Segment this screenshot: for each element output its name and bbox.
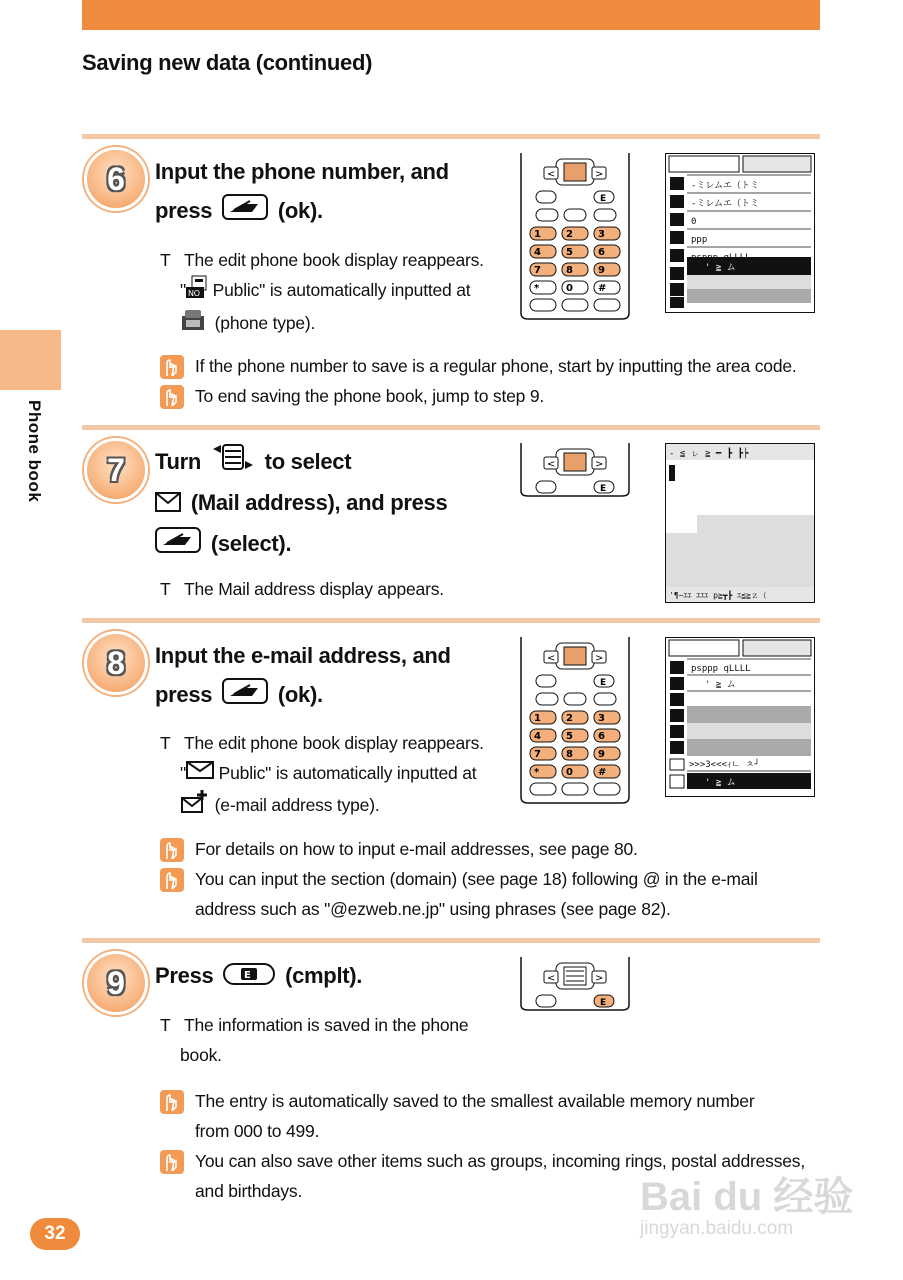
svg-text:' ≧ ム: ' ≧ ム bbox=[705, 263, 736, 273]
svg-text:>: > bbox=[595, 169, 604, 180]
svg-text:2: 2 bbox=[566, 229, 573, 240]
svg-text:psppp qLLLL: psppp qLLLL bbox=[691, 664, 751, 674]
svg-text:9: 9 bbox=[598, 749, 605, 760]
hint-text: and birthdays. bbox=[195, 1181, 303, 1201]
hint-text: The entry is automatically saved to the smallest available memory number bbox=[195, 1091, 755, 1111]
svg-text:' ≧ ム: ' ≧ ム bbox=[705, 680, 736, 690]
step-divider bbox=[82, 425, 820, 430]
step-number: 9 bbox=[84, 951, 148, 1015]
svg-text:3: 3 bbox=[598, 713, 605, 724]
desc-text: The edit phone book display reappears. bbox=[184, 250, 484, 270]
svg-text:2: 2 bbox=[566, 713, 573, 724]
hint-text: You can input the section (domain) (see page 18) following @ in the e-mail bbox=[195, 869, 758, 889]
desc-text: (phone type). bbox=[214, 313, 316, 334]
jog-dial-icon bbox=[211, 443, 255, 483]
phone-keypad-illustration bbox=[518, 153, 632, 326]
hint-text: You can also save other items such as groups, incoming rings, postal addresses, bbox=[195, 1151, 806, 1171]
hint-text: from 000 to 499. bbox=[195, 1121, 320, 1141]
page-heading: Saving new data (continued) bbox=[82, 50, 373, 75]
step-number: 7 bbox=[84, 438, 148, 502]
svg-text:<: < bbox=[547, 973, 556, 984]
watermark-url: jingyan.baidu.com bbox=[640, 1218, 794, 1239]
bullet: T bbox=[160, 1015, 171, 1035]
step-title-press: press bbox=[155, 682, 213, 707]
phone-type-icon bbox=[180, 308, 210, 341]
step-title-press: Press bbox=[155, 963, 214, 988]
svg-text:' ≧ ム: ' ≧ ム bbox=[705, 778, 736, 788]
step-divider bbox=[82, 134, 820, 139]
desc-text: The edit phone book display reappears. bbox=[184, 733, 484, 753]
hint-icon bbox=[160, 355, 184, 379]
svg-text:<: < bbox=[547, 653, 556, 664]
side-label: Phone book bbox=[25, 400, 44, 503]
screen-header-text: - ≦ ㇾ ≧ ━ ┣ ┣┝ bbox=[669, 449, 749, 459]
step-description bbox=[160, 1010, 490, 1070]
svg-text:4: 4 bbox=[534, 247, 541, 258]
mail-icon bbox=[155, 485, 181, 524]
step-title bbox=[155, 636, 515, 716]
step-title bbox=[155, 956, 515, 997]
step-description bbox=[160, 728, 520, 824]
desc-text: (e-mail address type). bbox=[214, 795, 380, 816]
svg-text:#: # bbox=[598, 283, 607, 294]
desc-text: " bbox=[180, 763, 187, 783]
hint-icon bbox=[160, 868, 184, 892]
svg-text:0: 0 bbox=[691, 217, 697, 227]
step-description bbox=[160, 574, 520, 604]
svg-text:3: 3 bbox=[598, 229, 605, 240]
hint-icon bbox=[160, 385, 184, 409]
page-number: 32 bbox=[30, 1218, 80, 1250]
hint-text: For details on how to input e-mail addresses, see page 80. bbox=[195, 839, 638, 859]
hint-text: If the phone number to save is a regular phone, start by inputting the area code. bbox=[195, 356, 797, 376]
svg-text:E: E bbox=[600, 998, 607, 1008]
cmplt-key-icon bbox=[223, 958, 275, 997]
svg-text:E: E bbox=[244, 969, 251, 981]
svg-text:E: E bbox=[600, 194, 607, 204]
step-title-select2: (select). bbox=[210, 530, 292, 556]
step-title-line: Input the phone number, and bbox=[155, 159, 449, 184]
phone-screen-illustration bbox=[665, 637, 815, 802]
step-title bbox=[155, 442, 515, 565]
svg-text:7: 7 bbox=[534, 265, 541, 276]
mail-public-icon bbox=[186, 759, 214, 789]
svg-text:<: < bbox=[547, 169, 556, 180]
svg-text:4: 4 bbox=[534, 731, 541, 742]
desc-text: The information is saved in the phone bbox=[184, 1015, 469, 1035]
svg-text:>: > bbox=[595, 973, 604, 984]
step-title-press: press bbox=[155, 198, 213, 223]
top-accent-bar bbox=[82, 0, 820, 30]
ok-key-icon bbox=[222, 677, 268, 716]
svg-text:6: 6 bbox=[598, 247, 605, 258]
ok-key-icon bbox=[222, 193, 268, 232]
svg-text:1: 1 bbox=[534, 229, 541, 240]
phone-keypad-illustration bbox=[518, 637, 632, 810]
svg-text:E: E bbox=[600, 678, 607, 688]
svg-text:ppp: ppp bbox=[691, 235, 708, 245]
desc-text: Public" is automatically inputted at bbox=[208, 280, 471, 301]
step-title-ok: (ok). bbox=[277, 682, 323, 707]
step-description bbox=[160, 245, 520, 341]
svg-text:psppp qLLLL: psppp qLLLL bbox=[691, 253, 751, 263]
svg-text:6: 6 bbox=[598, 731, 605, 742]
svg-text:*: * bbox=[534, 283, 540, 294]
hint-icon bbox=[160, 1090, 184, 1114]
svg-text:8: 8 bbox=[566, 749, 573, 760]
phone-screen-illustration bbox=[665, 153, 815, 318]
svg-text:-ミレムエ（トミ: -ミレムエ（トミ bbox=[691, 199, 760, 209]
desc-text: book. bbox=[180, 1045, 222, 1065]
step-number: 8 bbox=[84, 631, 148, 695]
side-tab bbox=[0, 330, 61, 390]
svg-text:NO: NO bbox=[188, 289, 200, 298]
hint-icon bbox=[160, 1150, 184, 1174]
desc-text: Public" is automatically inputted at bbox=[214, 763, 477, 783]
phone-cmplt-illustration bbox=[518, 957, 632, 1016]
step-title-cmplt: (cmplt). bbox=[285, 963, 363, 988]
hint-icon bbox=[160, 838, 184, 862]
step-title-ok: (ok). bbox=[277, 198, 323, 223]
svg-text:0: 0 bbox=[566, 283, 573, 294]
step-title bbox=[155, 152, 515, 232]
watermark-brand: Bai du 经验 bbox=[640, 1175, 854, 1219]
step-title-line: Input the e-mail address, and bbox=[155, 643, 451, 668]
svg-text:*: * bbox=[534, 767, 540, 778]
phone-jog-illustration bbox=[518, 443, 632, 502]
bullet: T bbox=[160, 579, 171, 599]
step-title-select: to select bbox=[264, 449, 352, 474]
svg-text:>>>3<<<ｨㄴ ㅊ┘: >>>3<<<ｨㄴ ㅊ┘ bbox=[689, 760, 760, 770]
svg-text:#: # bbox=[598, 767, 607, 778]
mail-screen-illustration bbox=[665, 443, 815, 608]
step-number: 6 bbox=[84, 147, 148, 211]
public-phone-icon bbox=[186, 275, 208, 308]
email-type-icon bbox=[180, 789, 210, 824]
svg-text:7: 7 bbox=[534, 749, 541, 760]
select-key-icon bbox=[155, 526, 201, 565]
svg-text:<: < bbox=[547, 459, 556, 470]
desc-text: " bbox=[180, 280, 187, 301]
bullet: T bbox=[160, 733, 171, 753]
svg-text:8: 8 bbox=[566, 265, 573, 276]
svg-text:E: E bbox=[600, 484, 607, 494]
svg-text:0: 0 bbox=[566, 767, 573, 778]
svg-text:5: 5 bbox=[566, 731, 573, 742]
svg-text:>: > bbox=[595, 653, 604, 664]
step-title-mail: (Mail address), and press bbox=[190, 490, 448, 516]
step-title-turn: Turn bbox=[155, 449, 202, 474]
screen-footer-text: '¶~ｴｴ ｴｴｴ p≧┳┣ ｴ≦≧ｚ（ bbox=[669, 591, 767, 600]
step-divider bbox=[82, 938, 820, 943]
hint-text: address such as "@ezweb.ne.jp" using phrases (see page 82). bbox=[195, 899, 671, 919]
svg-text:1: 1 bbox=[534, 713, 541, 724]
svg-text:9: 9 bbox=[598, 265, 605, 276]
hint-text: To end saving the phone book, jump to step 9. bbox=[195, 386, 545, 406]
svg-text:-ミレムエ（トミ: -ミレムエ（トミ bbox=[691, 181, 760, 191]
svg-text:5: 5 bbox=[566, 247, 573, 258]
bullet: T bbox=[160, 250, 171, 270]
svg-text:>: > bbox=[595, 459, 604, 470]
step-divider bbox=[82, 618, 820, 623]
desc-text: The Mail address display appears. bbox=[184, 579, 444, 599]
